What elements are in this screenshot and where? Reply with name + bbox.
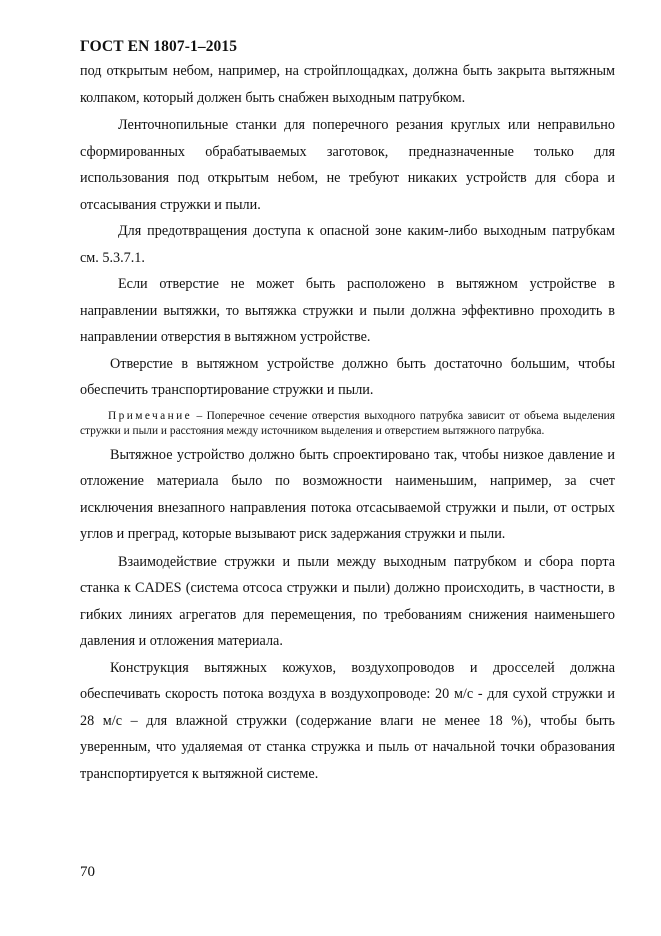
note-text: – Поперечное сечение отверстия выходного патрубка зависит от объема выделения стружки и пыли и расстояния между источником выделения и отверстием вытяжного патрубка. [80, 409, 615, 437]
body-text [80, 58, 615, 787]
paragraph-continuation: под открытым небом, например, на стройплощадках, должна быть закрыта вытяжным колпаком, который должен быть снабжен выходным патрубком. [80, 63, 615, 106]
paragraph-cades-interaction: Взаимодействие стружки и пыли между выходным патрубком и сбора порта станка к CADES (система отсоса стружки и пыли) должно происходить, в частности, в гибких линиях агрегатов для перемещения, по требованиям снижения наименьшего давления и отложения материала. [80, 553, 615, 649]
paragraph-access-prevention: Для предотвращения доступа к опасной зоне каким-либо выходным патрубкам см. 5.3.7.1. [80, 223, 615, 266]
paragraph-opening-direction: Если отверстие не может быть расположено в вытяжном устройстве в направлении вытяжки, то вытяжка стружки и пыли должна эффективно проходить в направлении отверстия в вытяжном устройстве. [80, 276, 615, 345]
paragraph-extraction-design: Вытяжное устройство должно быть спроектировано так, чтобы низкое давление и отложение материала было по возможности наименьшим, например, за счет исключения внезапного направления потока отсасываемой стружки и пыли, от острых углов и преград, которые вызывают риск задержания стружки и пыли. [80, 446, 615, 542]
note [80, 409, 615, 440]
page-number: 70 [80, 864, 95, 880]
paragraph-opening-size: Отверстие в вытяжном устройстве должно быть достаточно большим, чтобы обеспечить транспортирование стружки и пыли. [80, 355, 615, 398]
paragraph-bandsaw-outdoor: Ленточнопильные станки для поперечного резания круглых или неправильно сформированных обрабатываемых заготовок, предназначенные только для использования под открытым небом, не требуют никаких устройств для сбора и отсасывания стружки и пыли. [80, 117, 615, 213]
document-header: ГОСТ EN 1807-1–2015 [80, 38, 238, 55]
note-lead: Примечание [108, 409, 193, 422]
paragraph-air-velocity: Конструкция вытяжных кожухов, воздухопроводов и дросселей должна обеспечивать скорость потока воздуха в воздухопроводе: 20 м/с - для сухой стружки и 28 м/с – для влажной стружки (содержание влаги не менее 18 %), чтобы быть уверенным, что удаляемая от станка стружка и пыль от начальной точки образования транспортируется к вытяжной системе. [80, 659, 615, 782]
